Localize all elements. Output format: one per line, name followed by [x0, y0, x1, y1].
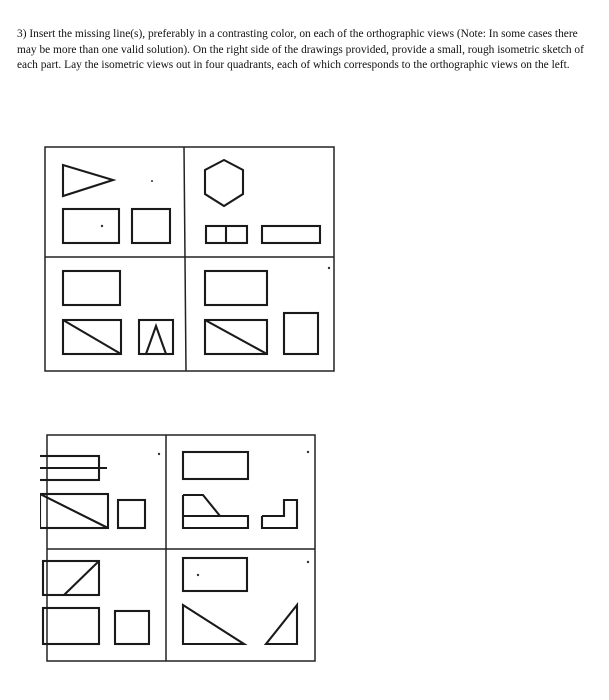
q2-views — [183, 451, 309, 528]
q1-front-view — [63, 209, 119, 243]
q4-speck — [328, 267, 330, 269]
q4-front-view-diagonal — [205, 320, 267, 354]
orthographic-figure-1 — [40, 140, 340, 376]
q4-views — [183, 558, 309, 644]
q3-side-view — [115, 611, 149, 644]
q3-front-view-diagonal — [63, 320, 121, 354]
q2-top-view — [183, 452, 248, 479]
figure-1-vertical-divider — [184, 147, 186, 371]
q1-views — [40, 453, 160, 528]
q2-speck — [307, 451, 309, 453]
q2-side-view — [262, 226, 320, 243]
q1-side-view — [132, 209, 170, 243]
q4-side-view — [284, 313, 318, 354]
q1-speck-2 — [151, 180, 153, 182]
figure-1-frame — [45, 147, 334, 371]
q3-side-view-peak — [146, 326, 166, 354]
q2-top-view-hexagon — [205, 160, 243, 206]
q1-top-view-triangle — [63, 165, 113, 196]
q1-speck — [101, 225, 103, 227]
q3-top-view — [63, 271, 120, 305]
figure-1-drawing — [40, 140, 340, 376]
figure-2-drawing — [40, 430, 325, 666]
q4-speck — [197, 574, 199, 576]
q4-speck-2 — [307, 561, 309, 563]
orthographic-figure-2 — [40, 430, 325, 666]
q4-views — [205, 267, 330, 354]
q4-front-view-triangle — [183, 605, 244, 644]
q1-speck — [158, 453, 160, 455]
q1-front-view-diagonal — [40, 494, 108, 528]
q2-front-view — [183, 495, 248, 528]
problem-instructions: 3) Insert the missing line(s), preferably in a contrasting color, on each of the orthographic views (Note: In some cases there may be more than one valid solution). On the right side of the drawings provided, provide a small, rough isometric sketch of each part. Lay the isometric views out in four quadrants, each of which corresponds to the orthographic views on the left. — [17, 28, 584, 72]
q3-top-view — [43, 561, 99, 595]
q3-views — [63, 271, 173, 354]
q4-top-view — [205, 271, 267, 305]
q2-views — [205, 160, 320, 243]
q3-front-view — [43, 608, 99, 644]
q3-top-view-diagonal — [64, 561, 99, 595]
q4-top-view — [183, 558, 247, 591]
q1-side-view — [118, 500, 145, 528]
q2-side-view-step — [262, 500, 297, 528]
q3-views — [43, 561, 149, 644]
q1-views — [63, 165, 170, 243]
q4-side-view-triangle — [266, 605, 297, 644]
